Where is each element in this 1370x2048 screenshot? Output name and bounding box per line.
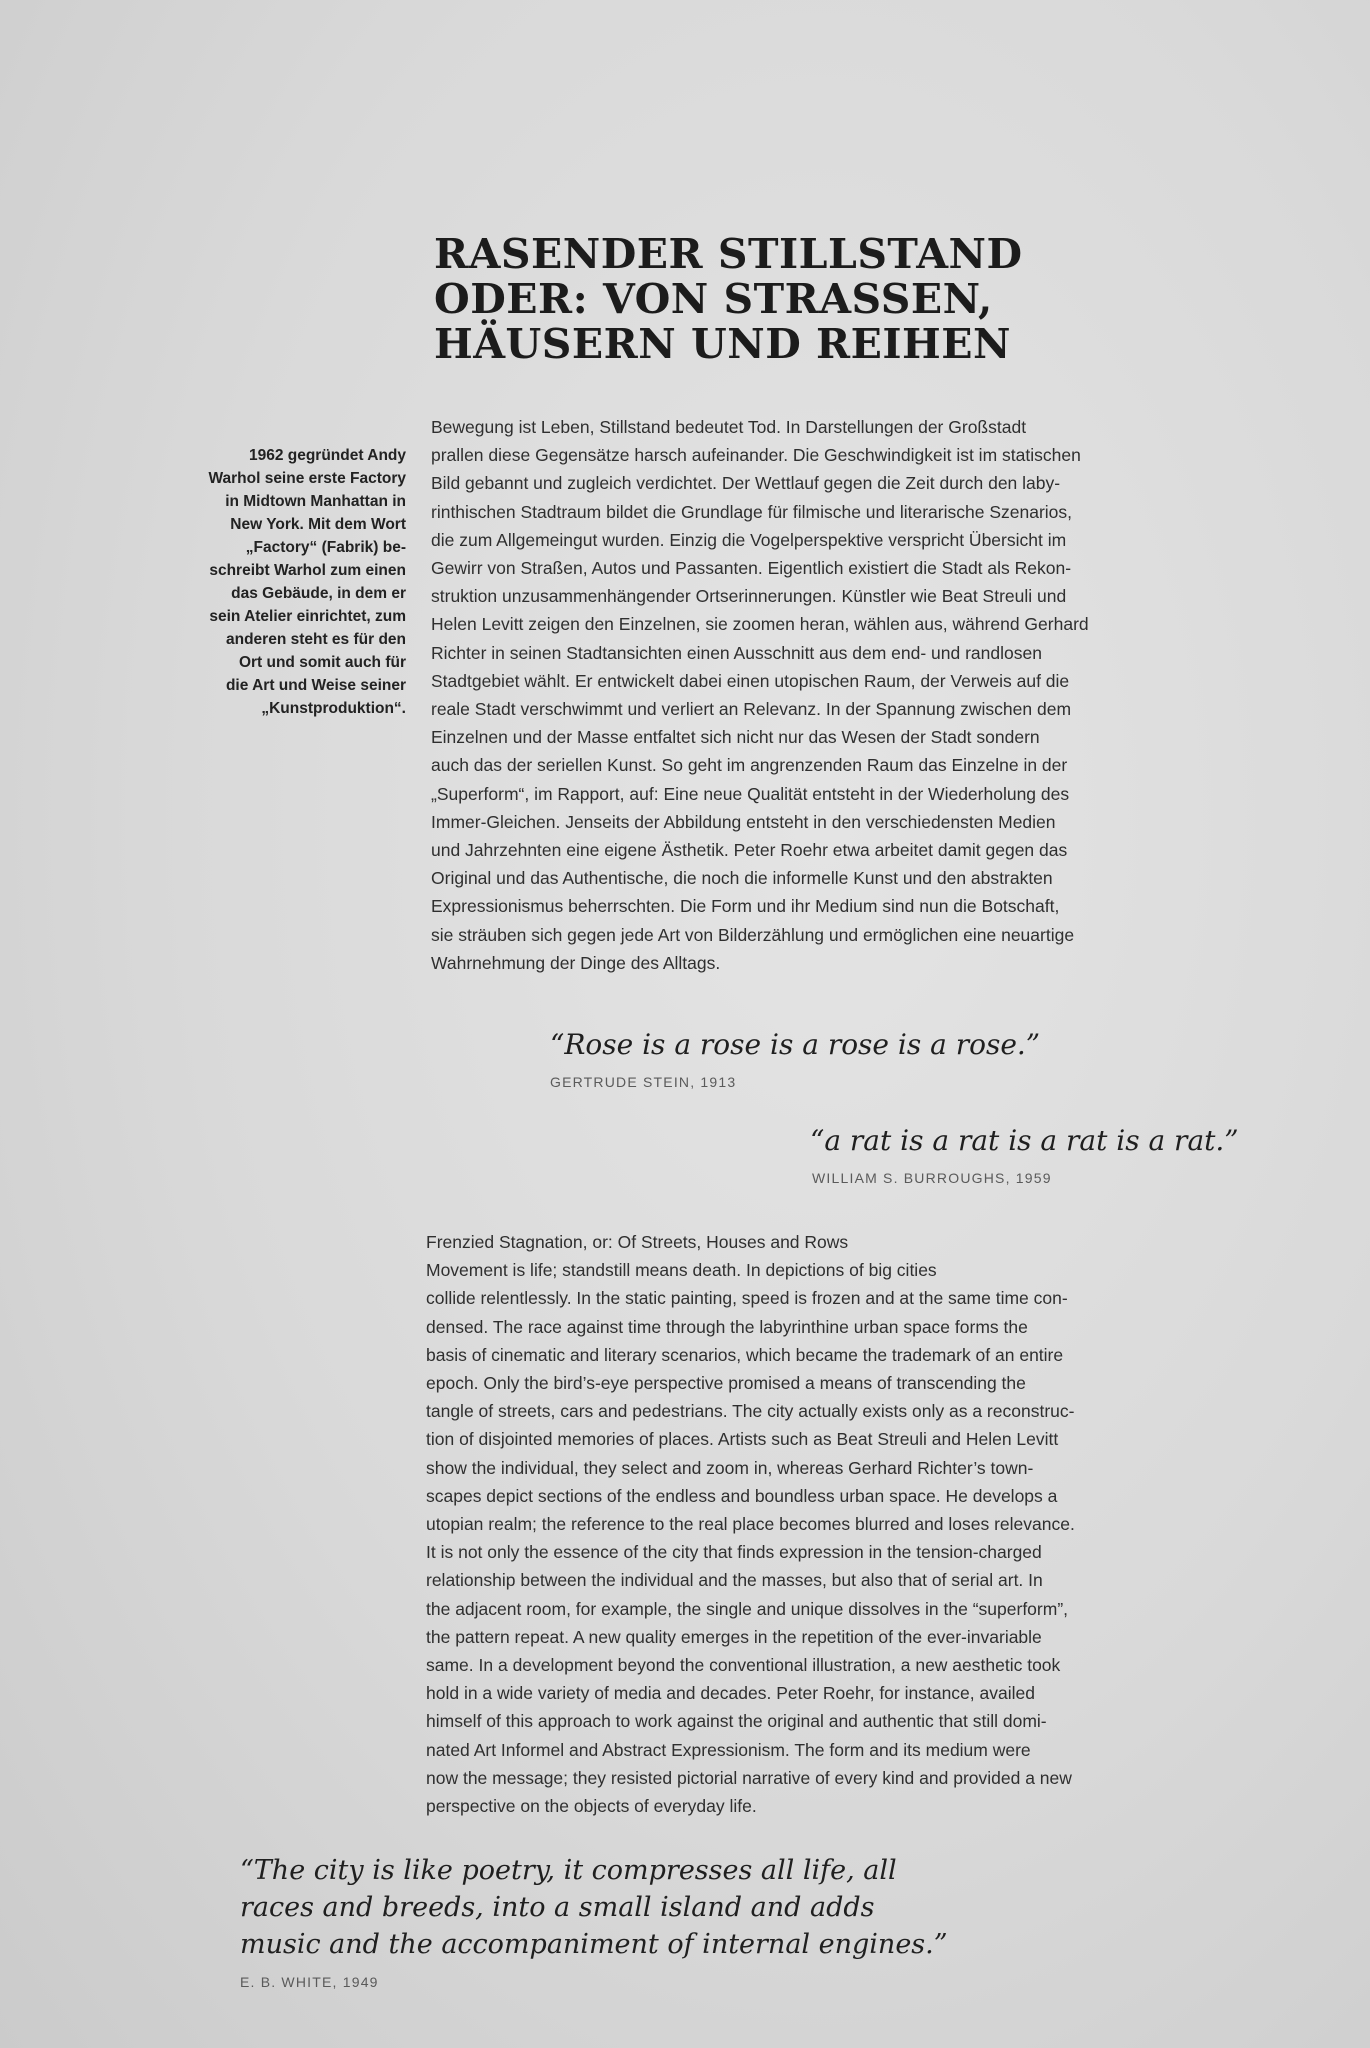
body-line: reale Stadt verschwimmt und verliert an Relevanz. In der Spannung zwischen dem	[431, 699, 1072, 720]
sidenote-warhol-factory	[178, 444, 406, 720]
english-body-text	[426, 1228, 1166, 1820]
body-line: die zum Allgemeingut wurden. Einzig die Vogelperspektive verspricht Übersicht im	[431, 529, 1067, 550]
body-line: Frenzied Stagnation, or: Of Streets, Houses and Rows	[426, 1232, 849, 1252]
body-line: Gewirr von Straßen, Autos und Passanten. Eigentlich existiert die Stadt als Rekon-	[431, 558, 1072, 579]
body-line: himself of this approach to work against the original and authentic that still domi-	[426, 1711, 1047, 1732]
body-line: the pattern repeat. A new quality emerges in the repetition of the ever-invariable	[426, 1626, 1042, 1647]
body-line: Wahrnehmung der Dinge des Alltags.	[431, 952, 721, 973]
quote-attribution-white: E. B. WHITE, 1949	[240, 1974, 379, 1990]
sidenote-line: anderen steht es für den	[225, 631, 406, 648]
quote-attribution-burroughs: WILLIAM S. BURROUGHS, 1959	[812, 1170, 1052, 1186]
body-line: the adjacent room, for example, the single and unique dissolves in the “superform”,	[426, 1598, 1069, 1619]
german-body-text	[431, 413, 1151, 977]
body-line: Movement is life; standstill means death. In depictions of big cities	[426, 1260, 937, 1281]
body-line: show the individual, they select and zoom in, whereas Gerhard Richter’s town-	[426, 1457, 1034, 1478]
body-line: tion of disjointed memories of places. Artists such as Beat Streuli and Helen Levitt	[426, 1429, 1059, 1450]
body-line: relationship between the individual and the masses, but also that of serial art. In	[426, 1570, 1043, 1591]
quote-stein: “Rose is a rose is a rose is a rose.”	[550, 1028, 1041, 1061]
sidenote-line: die Art und Weise seiner	[225, 677, 406, 694]
body-line: tangle of streets, cars and pedestrians. The city actually exists only as a reconstruc-	[426, 1401, 1075, 1422]
sidenote-line: sein Atelier einrichtet, zum	[209, 608, 406, 625]
sidenote-line: „Factory“ (Fabrik) be-	[245, 539, 406, 556]
quote-attribution-stein: GERTRUDE STEIN, 1913	[550, 1074, 737, 1090]
body-line: nated Art Informel and Abstract Expressionism. The form and its medium were	[426, 1739, 1031, 1760]
body-line: Expressionismus beherrschten. Die Form und ihr Medium sind nun die Botschaft,	[431, 896, 1060, 917]
body-line: Stadtgebiet wählt. Er entwickelt dabei einen utopischen Raum, der Verweis auf die	[431, 670, 1070, 691]
body-line: auch das der seriellen Kunst. So geht im angrenzenden Raum das Einzelne in der	[431, 755, 1068, 776]
body-line: Einzelnen und der Masse entfaltet sich nicht nur das Wesen der Stadt sondern	[431, 727, 1040, 748]
body-line: collide relentlessly. In the static painting, speed is frozen and at the same time con-	[426, 1288, 1068, 1309]
title-line: ODER: VON STRASSEN,	[434, 275, 993, 323]
quote-burroughs: “a rat is a rat is a rat is a rat.”	[810, 1124, 1239, 1157]
body-line: Original und das Authentische, die noch die informelle Kunst und den abstrakten	[431, 868, 1053, 889]
body-line: same. In a development beyond the conventional illustration, a new aesthetic took	[426, 1655, 1061, 1676]
body-line: densed. The race against time through the labyrinthine urban space forms the	[426, 1316, 1028, 1337]
sidenote-line: Ort und somit auch für	[238, 654, 406, 671]
sidenote-line: New York. Mit dem Wort	[230, 516, 406, 533]
body-line: scapes depict sections of the endless and boundless urban space. He develops a	[426, 1485, 1058, 1506]
quote-line: races and breeds, into a small island and adds	[240, 1892, 875, 1923]
body-line: utopian realm; the reference to the real place becomes blurred and loses relevance.	[426, 1514, 1075, 1535]
quote-line: music and the accompaniment of internal engines.”	[240, 1929, 948, 1960]
body-line: It is not only the essence of the city that finds expression in the tension-charged	[426, 1542, 1042, 1563]
body-line: epoch. Only the bird’s-eye perspective promised a means of transcending the	[426, 1373, 1026, 1394]
sidenote-line: in Midtown Manhattan in	[225, 493, 406, 510]
body-line: perspective on the objects of everyday life.	[426, 1796, 757, 1817]
body-line: Helen Levitt zeigen den Einzelnen, sie zoomen heran, wählen aus, während Gerhard	[431, 614, 1089, 635]
body-line: Immer-Gleichen. Jenseits der Abbildung entsteht in den verschiedensten Medien	[431, 811, 1056, 832]
body-line: Richter in seinen Stadtansichten einen Ausschnitt aus dem end- und randlosen	[431, 642, 1042, 663]
body-line: Bild gebannt und zugleich verdichtet. Der Wettlauf gegen die Zeit durch den laby-	[431, 473, 1061, 494]
sidenote-line: Warhol seine erste Factory	[208, 470, 406, 487]
body-line: und Jahrzehnten eine eigene Ästhetik. Peter Roehr etwa arbeitet damit gegen das	[431, 840, 1068, 861]
sidenote-line: das Gebäude, in dem er	[231, 585, 406, 602]
body-line: basis of cinematic and literary scenarios, which became the trademark of an entire	[426, 1344, 1064, 1365]
title-line: HÄUSERN UND REIHEN	[434, 320, 1012, 368]
quote-line: “The city is like poetry, it compresses all life, all	[240, 1855, 897, 1886]
body-line: Bewegung ist Leben, Stillstand bedeutet Tod. In Darstellungen der Großstadt	[431, 417, 1027, 437]
body-line: hold in a wide variety of media and decades. Peter Roehr, for instance, availed	[426, 1683, 1035, 1704]
quote-white	[240, 1852, 1000, 1963]
sidenote-line: „Kunstproduktion“.	[261, 700, 406, 717]
title-line: RASENDER STILLSTAND	[434, 230, 1023, 278]
body-line: „Superform“, im Rapport, auf: Eine neue Qualität entsteht in der Wiederholung des	[431, 783, 1070, 804]
body-line: sie sträuben sich gegen jede Art von Bilderzählung und ermöglichen eine neuartige	[431, 924, 1075, 945]
sidenote-line: schreibt Warhol zum einen	[209, 562, 406, 579]
body-line: rinthischen Stadtraum bildet die Grundlage für filmische und literarische Szenarios,	[431, 501, 1073, 522]
sidenote-line: 1962 gegründet Andy	[248, 447, 406, 464]
panel-title	[434, 232, 1134, 367]
body-line: struktion unzusammenhängender Ortserinnerungen. Künstler wie Beat Streuli und	[431, 586, 1067, 607]
body-line: now the message; they resisted pictorial narrative of every kind and provided a new	[426, 1767, 1072, 1788]
body-line: prallen diese Gegensätze harsch aufeinander. Die Geschwindigkeit ist im statischen	[431, 445, 1081, 466]
